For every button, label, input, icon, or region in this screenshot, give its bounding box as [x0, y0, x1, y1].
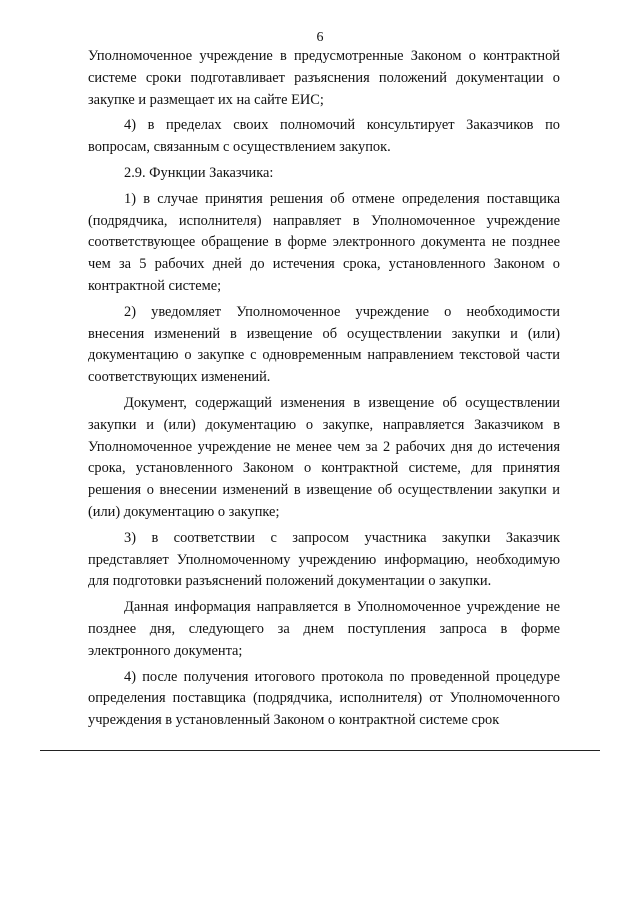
paragraph-information-deadline: Данная информация направляется в Уполномоченное учреждение не позднее дня, следующего за днем поступления запроса в форме электронного документа; — [88, 599, 560, 659]
page-number: 6 — [316, 30, 324, 45]
paragraph-item-4-consulting: 4) в пределах своих полномочий консультирует Заказчиков по вопросам, связанным с осуществлением закупок. — [88, 117, 560, 156]
paragraph-continuation: Уполномоченное учреждение в предусмотренные Законом о контрактной системе сроки подготавливает разъяснения положений документации о закупке и размещает их на сайте ЕИС; — [88, 48, 560, 108]
paragraph-item-3-information: 3) в соответствии с запросом участника закупки Заказчик представляет Уполномоченному учреждению информацию, необходимую для подготовки разъяснений положений документации о закупки. — [88, 529, 560, 590]
footer-divider — [40, 750, 600, 751]
paragraph-item-4-protocol: 4) после получения итогового протокола по проведенной процедуре определения поставщика (подрядчика, исполнителя) от Уполномоченного учреждения в установленный Законом о контрактной системе срок — [88, 668, 560, 729]
paragraph-item-1-cancellation: 1) в случае принятия решения об отмене определения поставщика (подрядчика, исполнителя) направляет в Уполномоченное учреждение соответствующее обращение в форме электронного документа не позднее чем за 5 рабочих дней до истечения срока, установленного Законом о контрактной системе; — [88, 190, 560, 294]
document-body — [88, 46, 560, 732]
paragraph-item-2-notification: 2) уведомляет Уполномоченное учреждение о необходимости внесения изменений в извещение об осуществлении закупки и (или) документацию о закупке с одновременным направлением текстовой части соответствующих изменений. — [88, 303, 560, 386]
section-heading-2-9: 2.9. Функции Заказчика: — [124, 164, 274, 181]
paragraph-document-changes: Документ, содержащий изменения в извещение об осуществлении закупки и (или) документацию о закупке, направляется Заказчиком в Уполномоченное учреждение не менее чем за 2 рабочих дня до истечения срока, установленного Законом о контрактной системе, для принятия решения о внесении изменений в извещение об осуществлении закупки и (или) документацию о закупке; — [88, 394, 560, 520]
